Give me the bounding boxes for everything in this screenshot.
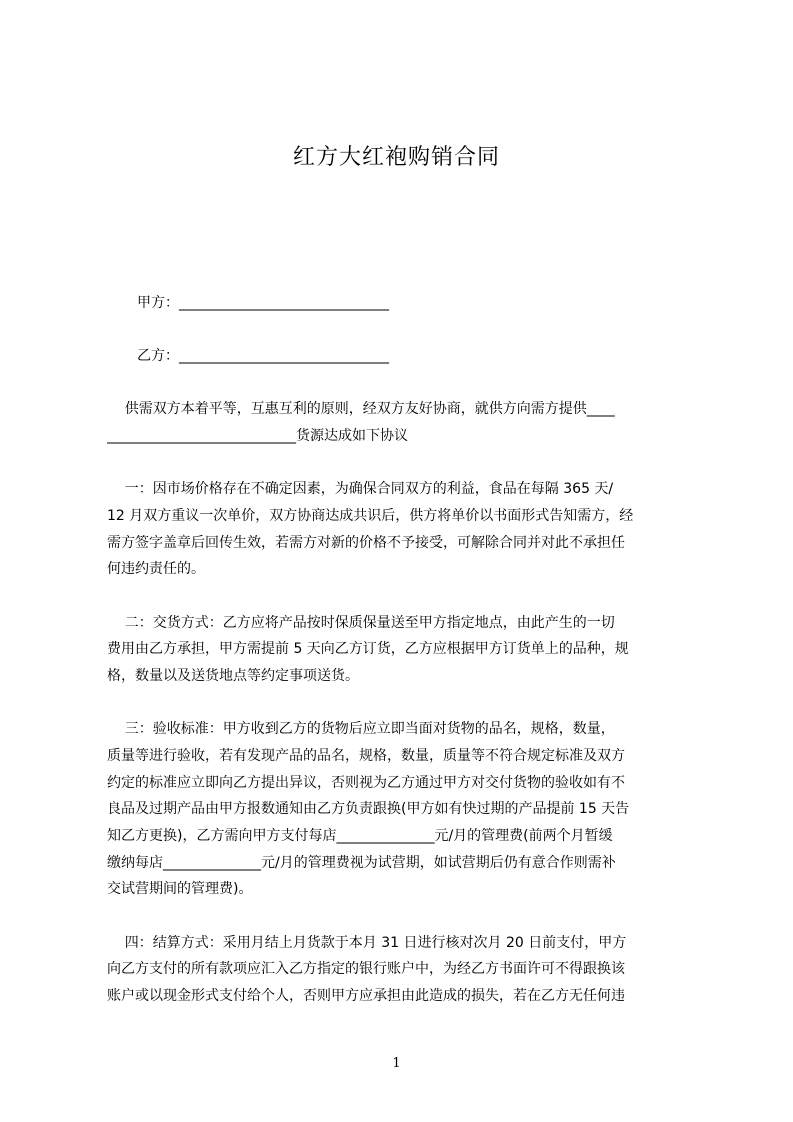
text-line: 缴纳每店______________元/月的管理费视为试营期，如试营期后仍有意合作则需补 [107,855,616,871]
text-line: 向乙方支付的所有款项应汇入乙方指定的银行账户中，为经乙方书面许可不得跟换该 [107,961,625,977]
text-line: 格，数量以及送货地点等约定事项送货。 [107,668,359,684]
text-line: 交试营期间的管理费)。 [107,881,253,897]
text-line: 二：交货方式：乙方应将产品按时保质保量送至甲方指定地点，由此产生的一切 [107,615,615,631]
text-line: 一：因市场价格存在不确定因素，为确保合同双方的利益，食品在每隔 365 天/ [107,481,614,497]
text-line: 三：验收标准：甲方收到乙方的货物后应立即当面对货物的品名，规格，数量， [107,721,615,737]
text-line: 质量等进行验收，若有发现产品的品名，规格，数量，质量等不符合规定标准及双方 [107,748,625,764]
page-number: 1 [392,1056,401,1071]
party-a-line: 甲方：______________________________ [137,295,389,311]
text-line: 约定的标准应立即向乙方提出异议，否则视为乙方通过甲方对交付货物的验收如有不 [107,775,625,791]
party-b-line: 乙方：______________________________ [137,348,389,364]
text-line: 供需双方本着平等，互惠互利的原则，经双方友好协商，就供方向需方提供____ [107,401,615,417]
text-line: 何违约责任的。 [107,561,205,577]
text-line: 账户或以现金形式支付给个人，否则甲方应承担由此造成的损失，若在乙方无任何违 [107,988,625,1004]
text-line: ___________________________货源达成如下协议 [107,428,408,444]
text-line: 知乙方更换)，乙方需向甲方支付每店______________元/月的管理费(前两个月暂缓 [107,828,613,844]
document-title: 红方大红袍购销合同 [292,145,500,170]
text-line: 12 月双方重议一次单价，双方协商达成共识后，供方将单价以书面形式告知需方，经 [107,508,634,524]
text-line: 需方签字盖章后回传生效，若需方对新的价格不予接受，可解除合同并对此不承担任 [107,535,625,551]
text-line: 费用由乙方承担，甲方需提前 5 天向乙方订货，乙方应根据甲方订货单上的品种，规 [107,641,629,657]
text-line: 四：结算方式：采用月结上月货款于本月 31 日进行核对次月 20 日前支付，甲方 [107,935,627,951]
text-line: 良品及过期产品由甲方报数通知由乙方负责跟换(甲方如有快过期的产品提前 15 天告 [107,801,630,817]
